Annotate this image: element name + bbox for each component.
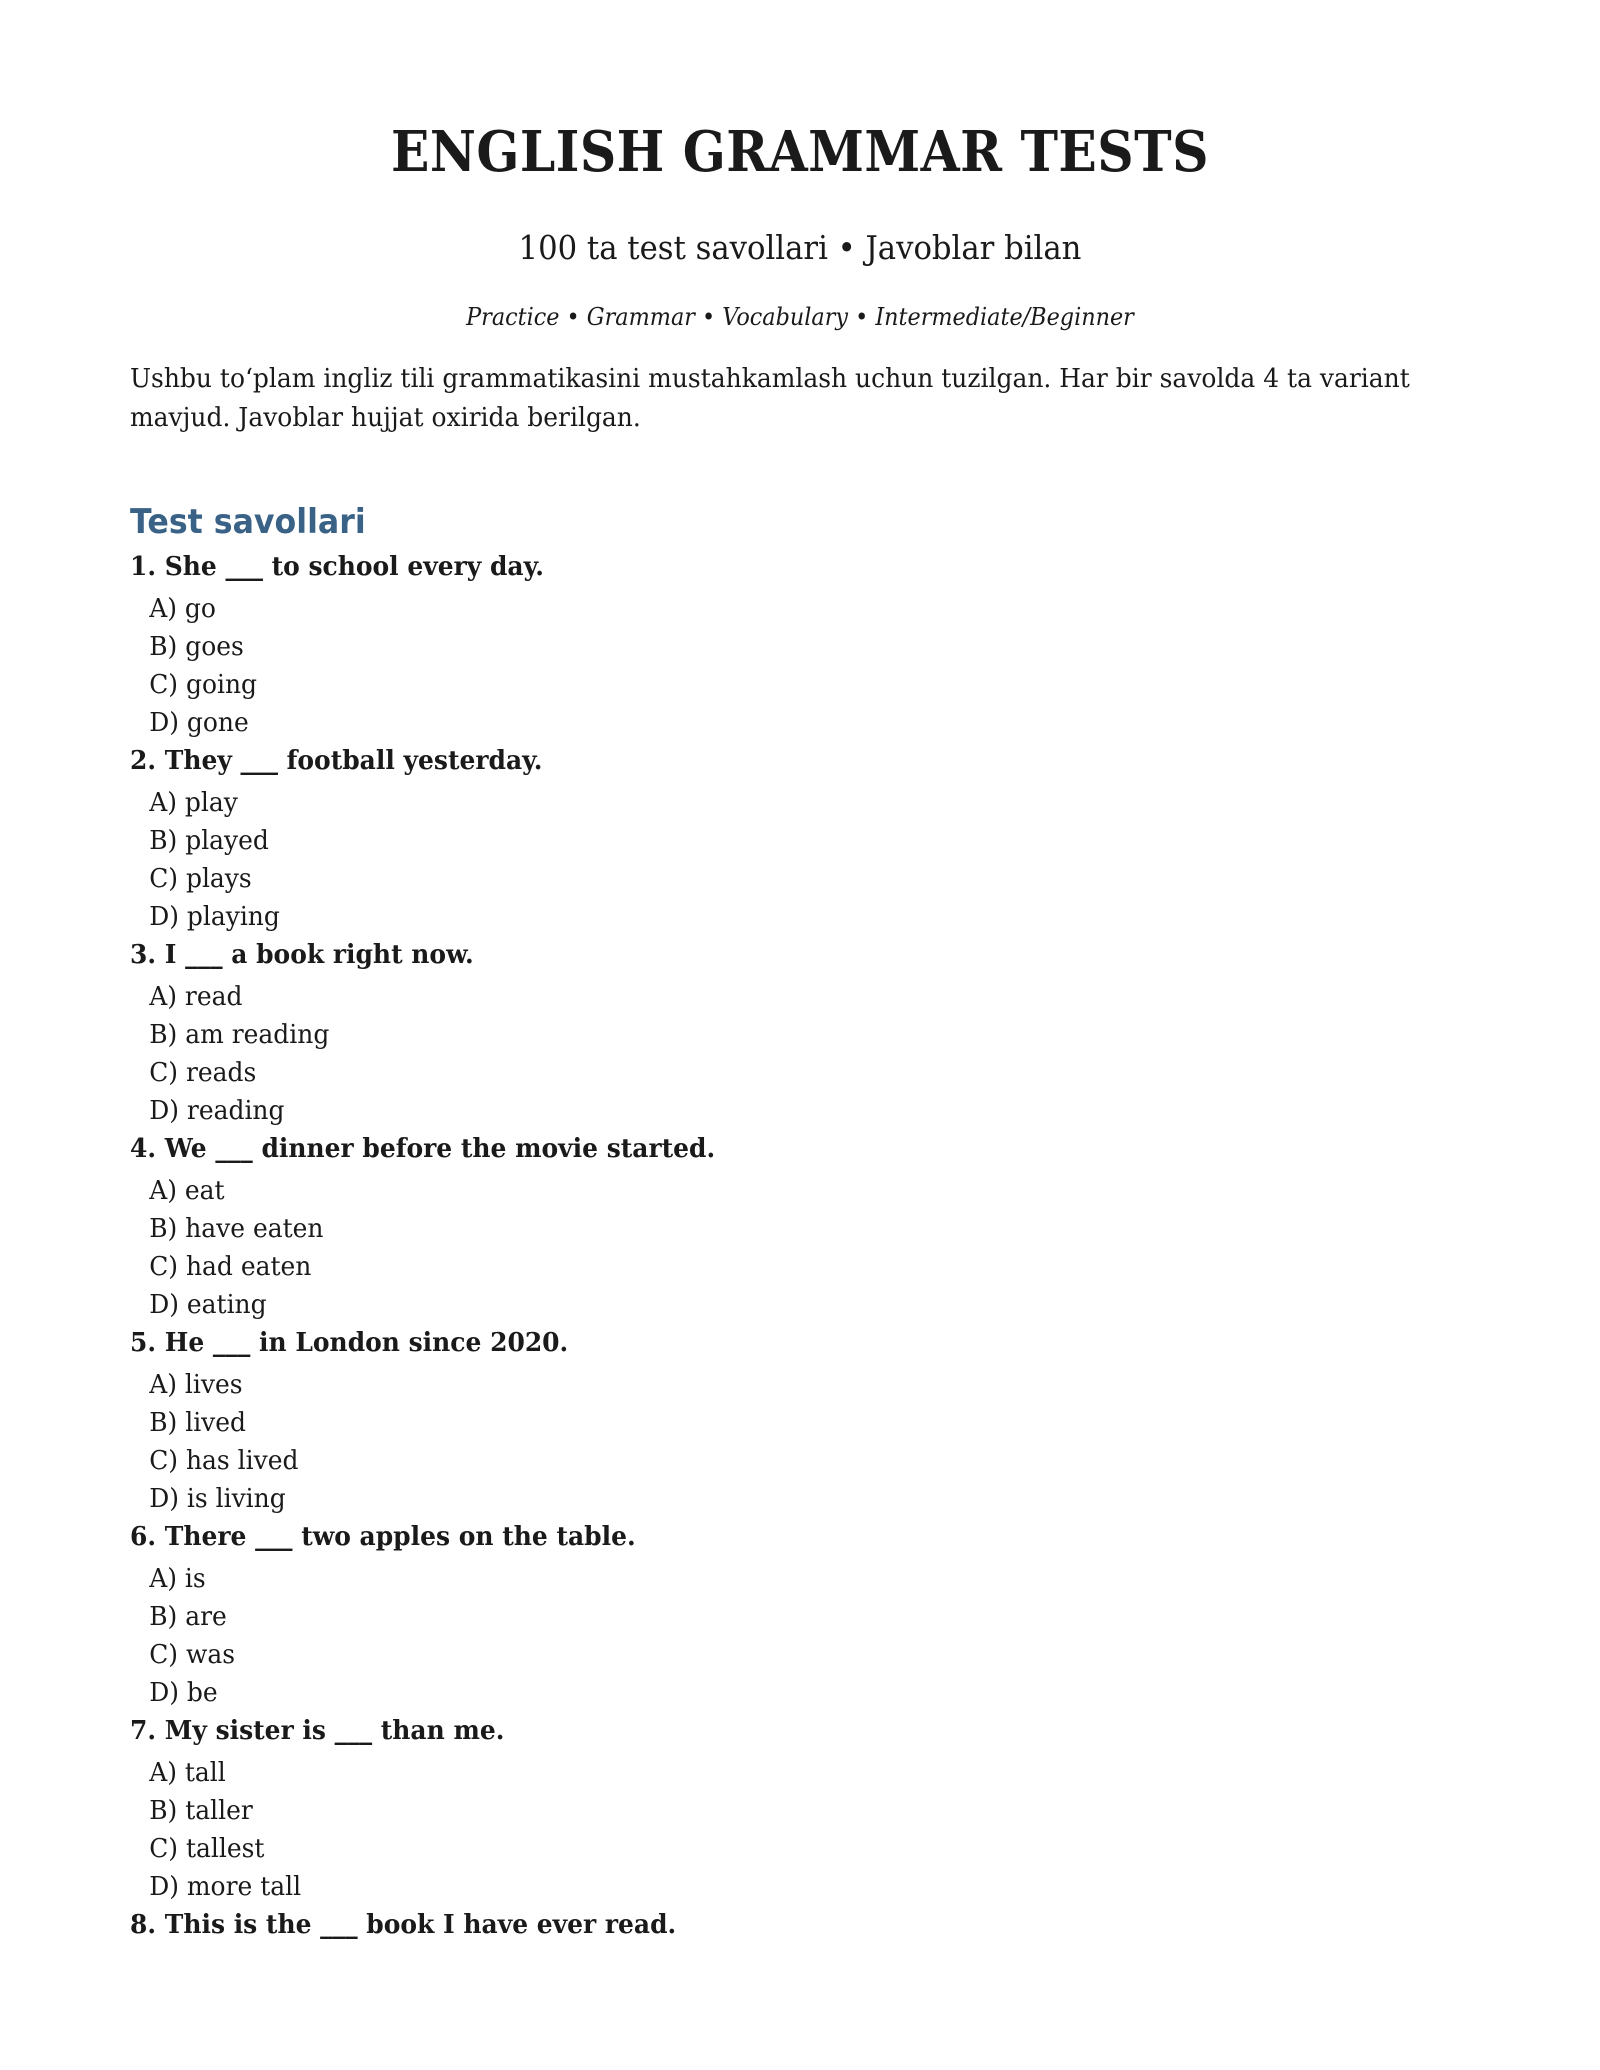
document-tags: Practice • Grammar • Vocabulary • Intermediate/Beginner [466,303,1134,331]
question-item [130,1324,1430,1518]
answer-option: A) play [149,788,238,818]
question-text: 1. She ___ to school every day. [130,552,544,582]
option-list [130,590,1430,742]
question-item [130,742,1430,936]
question-list [130,548,1430,1944]
question-item [130,548,1430,742]
question-item [130,1712,1430,1906]
answer-option: D) is living [149,1484,286,1514]
option-list [130,1366,1430,1518]
answer-option: A) eat [149,1176,225,1206]
option-list [130,1560,1430,1712]
answer-option: D) reading [149,1096,285,1126]
answer-option: C) has lived [149,1446,299,1476]
option-list [130,784,1430,936]
answer-option: A) is [149,1564,206,1594]
document-title: ENGLISH GRAMMAR TESTS [391,119,1209,185]
question-text: 5. He ___ in London since 2020. [130,1328,569,1358]
answer-option: B) taller [149,1796,253,1826]
question-item [130,1130,1430,1324]
answer-option: B) am reading [149,1020,330,1050]
answer-option: B) are [149,1602,227,1632]
answer-option: A) tall [149,1758,226,1788]
answer-option: B) goes [149,632,244,662]
option-list [130,978,1430,1130]
answer-option: B) have eaten [149,1214,324,1244]
answer-option: C) going [149,670,258,700]
answer-option: D) playing [149,902,280,932]
answer-option: C) had eaten [149,1252,312,1282]
question-text: 8. This is the ___ book I have ever read. [130,1910,677,1940]
question-text: 4. We ___ dinner before the movie started. [130,1134,716,1164]
option-list [130,1172,1430,1324]
answer-option: A) lives [149,1370,243,1400]
section-heading: Test savollari [130,502,366,542]
answer-option: D) be [149,1678,218,1708]
question-item [130,936,1430,1130]
option-list [130,1754,1430,1906]
answer-option: C) was [149,1640,236,1670]
answer-option: B) lived [149,1408,247,1438]
question-text: 3. I ___ a book right now. [130,940,474,970]
document-subtitle: 100 ta test savollari • Javoblar bilan [518,228,1082,267]
answer-option: A) go [149,594,216,624]
answer-option: B) played [149,826,269,856]
answer-option: D) more tall [149,1872,302,1902]
answer-option: C) tallest [149,1834,265,1864]
answer-option: D) gone [149,708,249,738]
question-text: 6. There ___ two apples on the table. [130,1522,636,1552]
question-item [130,1518,1430,1712]
answer-option: A) read [149,982,243,1012]
question-item [130,1906,1430,1944]
answer-option: C) plays [149,864,252,894]
question-text: 2. They ___ football yesterday. [130,746,543,776]
intro-paragraph: Ushbu to‘plam ingliz tili grammatikasini mustahkamlash uchun tuzilgan. Har bir savolda 4 ta variant mavjud. Javoblar hujjat oxirida berilgan. [130,364,1410,433]
answer-option: D) eating [149,1290,267,1320]
question-text: 7. My sister is ___ than me. [130,1716,505,1746]
answer-option: C) reads [149,1058,257,1088]
